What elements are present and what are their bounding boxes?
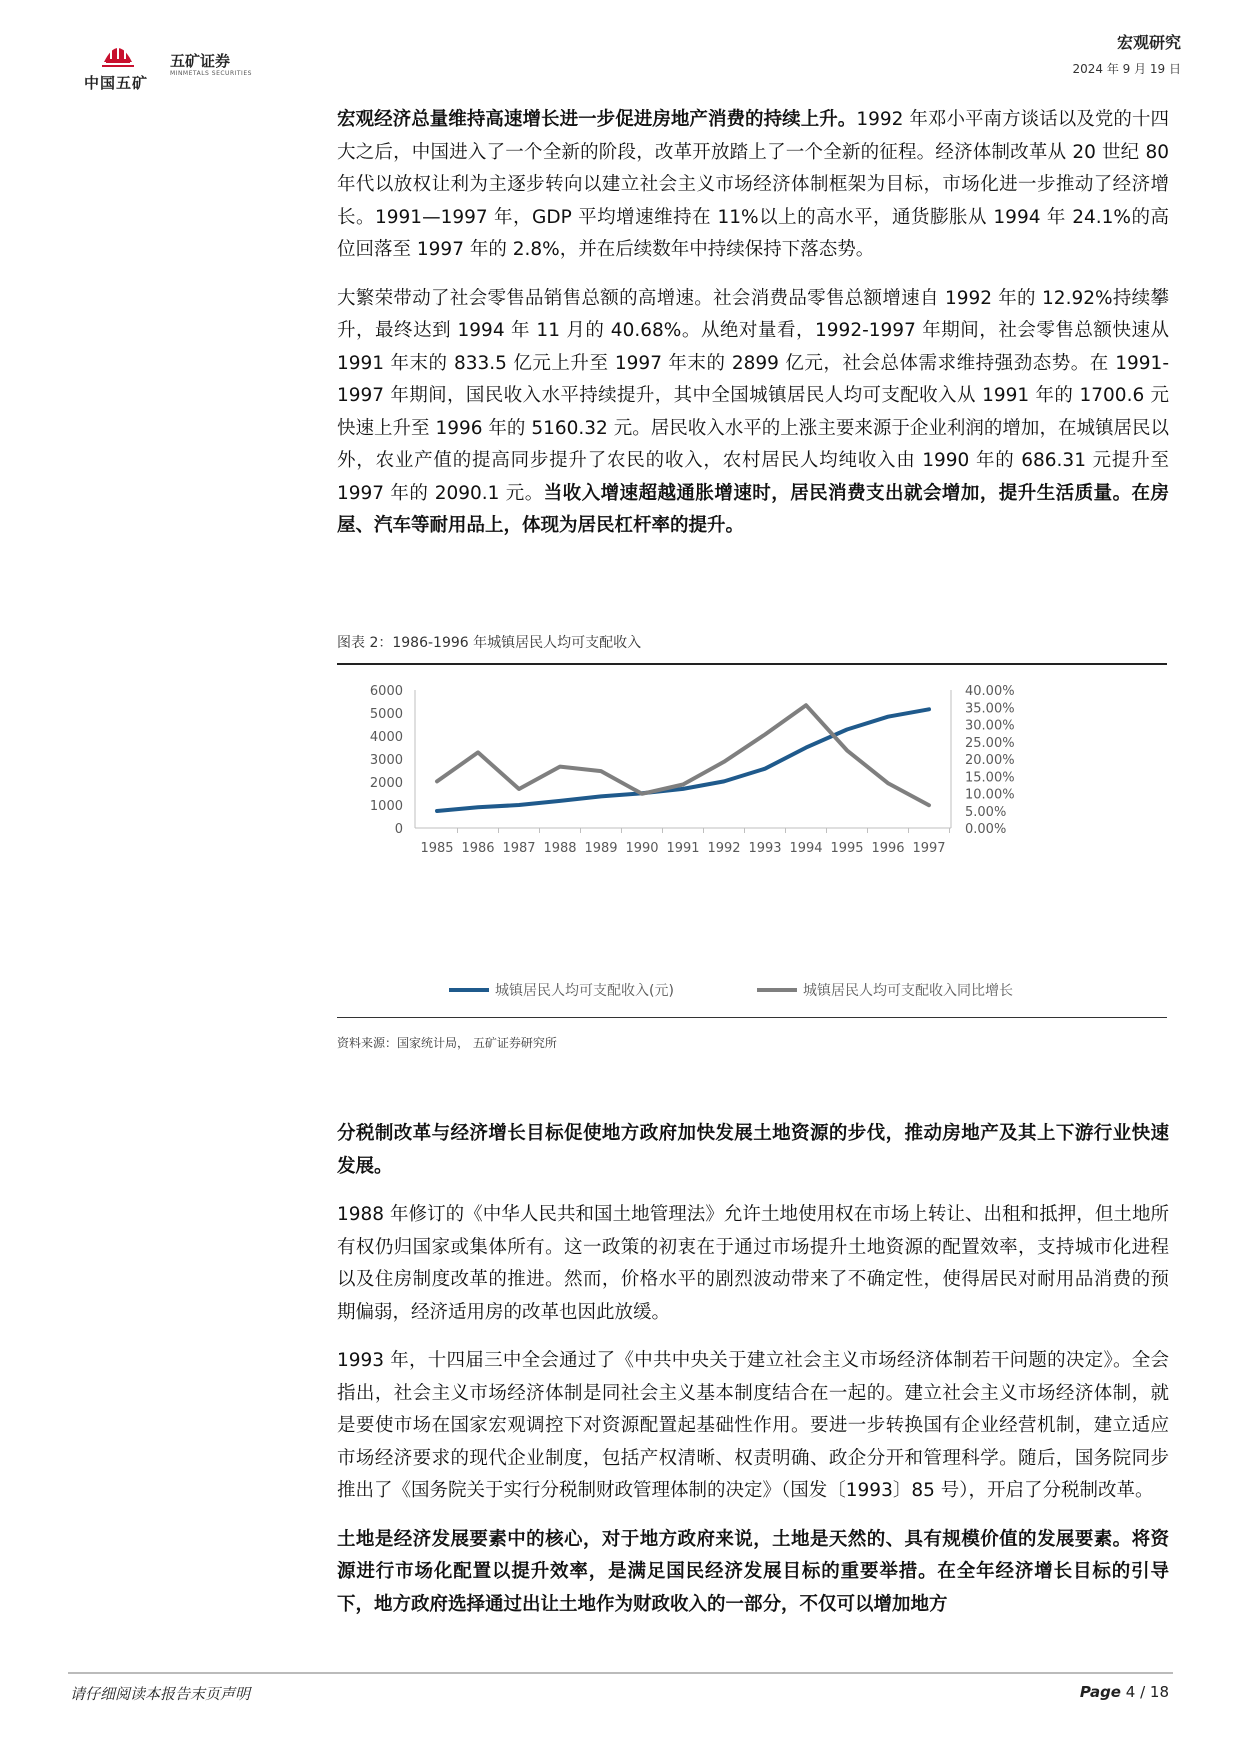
page-number [1080,1683,1169,1701]
paragraph-1993-plenum: 1993 年，十四届三中全会通过了《中共中央关于建立社会主义市场经济体制若干问题的决定》。全会指出，社会主义市场经济体制是同社会主义基本制度结合在一起的。建立社会主义市场经济体制，就是要使市场在国家宏观调控下对资源配置起基础性作用。要进一步转换国有企业经营机制，建立适应市场经济要求的现代企业制度，包括产权清晰、权责明确、政企分开和管理科学。随后，国务院同步推出了《国务院关于实行分税制财政管理体制的决定》（国发〔1993〕85 号），开启了分税制改革。 [337,1350,1169,1501]
heading-bold: 分税制改革与经济增长目标促使地方政府加快发展土地资源的步伐，推动房地产及其上下游行业快速发展。 [337,1123,1169,1177]
y-left-tick-label: 5000 [369,707,403,722]
x-tick-label: 1990 [625,841,659,856]
y-right-tick-label: 25.00% [965,735,1015,751]
y-right-tick-label: 40.00% [965,684,1015,699]
figure-bottom-rule [337,1017,1167,1018]
paragraph-bold: 土地是经济发展要素中的核心，对于地方政府来说，土地是天然的、具有规模价值的发展要素。将资源进行市场化配置以提升效率，是满足国民经济发展目标的重要举措。在全年经济增长目标的引导下，地方政府选择通过出让土地作为财政收入的一部分，不仅可以增加地方 [337,1528,1169,1615]
x-tick-label: 1997 [912,841,946,856]
footer-disclaimer: 请仔细阅读本报告末页声明 [70,1685,251,1703]
x-tick-label: 1989 [584,841,618,856]
y-left-tick-label: 0 [394,822,403,837]
y-right-tick-label: 35.00% [965,701,1015,717]
y-right-tick-label: 0.00% [965,822,1007,837]
paragraph-land-law: 1988 年修订的《中华人民共和国土地管理法》允许土地使用权在市场上转让、出租和抵押，但土地所有权仍归国家或集体所有。这一政策的初衷在于通过市场提升土地资源的配置效率，支持城市化进程以及住房制度改革的推进。然而，价格水平的剧烈波动带来了不确定性，使得居民对耐用品消费的预期偏弱，经济适用房的改革也因此放缓。 [337,1204,1169,1323]
income-line-chart [337,668,1167,1008]
paragraph-land-core [337,1524,1169,1622]
x-tick-label: 1995 [830,841,864,856]
x-tick-label: 1994 [789,841,823,856]
body-section-2 [337,1118,1169,1637]
figure-source: 资料来源：国家统计局， 五矿证券研究所 [337,1036,557,1050]
y-right-tick-label: 10.00% [965,787,1015,803]
figure-top-rule [337,663,1167,665]
x-tick-label: 1993 [748,841,782,856]
y-left-tick-label: 1000 [369,799,403,814]
y-right-tick-label: 15.00% [965,770,1015,786]
paragraph-retail-sales [337,283,1169,543]
y-right-tick-label: 30.00% [965,718,1015,734]
page-header [0,0,1241,100]
paragraph-text: 大繁荣带动了社会零售品销售总额的高增速。社会消费品零售总额增速自 1992 年的 12.92%持续攀升，最终达到 1994 年 11 月的 40.68%。从绝对量看，1992-1997 年期间，社会零售总额快速从 1991 年末的 833.5 亿元上升至 1997 年末的 2899 亿元，社会总体需求维持强劲态势。在 1991-1997 年期间，国民收入水平持续提升，其中全国城镇居民人均可支配收入从 1991 年的 1700.6 元快速上升至 1996 年的 5160.32 元。居民收入水平的上涨主要来源于企业利润的增加，在城镇居民以外，农业产值的提高同步提升了农民的收入，农村居民人均纯收入由 1990 年的 686.31 元提升至 1997 年的 2090.1 元。 [337,287,1169,504]
y-left-tick-label: 4000 [369,730,403,745]
paragraph-lead-bold: 宏观经济总量维持高速增长进一步促进房地产消费的持续上升。 [337,109,857,130]
body-section-1 [337,104,1169,559]
page-label: Page [1079,1683,1121,1701]
page-count: 4 / 18 [1125,1683,1169,1701]
y-left-tick-label: 6000 [369,684,403,699]
legend-label-1: 城镇居民人均可支配收入(元) [495,983,674,999]
report-category: 宏观研究 [1116,33,1181,52]
report-date: 2024 年 9 月 19 日 [1072,62,1181,76]
series-line-1 [437,709,929,811]
minmetals-emblem-icon [98,38,138,70]
footer-rule [68,1672,1173,1674]
y-right-tick-label: 20.00% [965,753,1015,768]
brand-name-en: MINMETALS SECURITIES [170,70,252,77]
brand-name: 五矿证券 [170,52,231,70]
y-right-tick-label: 5.00% [965,804,1007,820]
x-tick-label: 1988 [543,841,577,856]
paragraph-macro-growth [337,104,1169,267]
section-heading-tax-reform [337,1118,1169,1183]
legend-label-2: 城镇居民人均可支配收入同比增长 [803,983,1013,999]
y-left-tick-label: 2000 [369,776,403,791]
paragraph-text: 1992 年邓小平南方谈话以及党的十四大之后，中国进入了一个全新的阶段，改革开放踏上了一个全新的征程。经济体制改革从 20 世纪 80 年代以放权让利为主逐步转向以建立社会主义市场经济体制框架为目标，市场化进一步推动了经济增长。1991—1997 年，GDP 平均增速维持在 11%以上的高水平，通货膨胀从 1994 年 24.1%的高位回落至 1997 年的 2.8%，并在后续数年中持续保持下落态势。 [337,109,1169,260]
x-tick-label: 1986 [461,841,495,856]
x-tick-label: 1985 [420,841,454,856]
x-tick-label: 1987 [502,841,536,856]
x-tick-label: 1991 [666,841,700,856]
y-left-tick-label: 3000 [369,753,403,768]
paragraph-conclusion-bold: 当收入增速超越通胀增速时，居民消费支出就会增加，提升生活质量。在房屋、汽车等耐用品上，体现为居民杠杆率的提升。 [337,482,1169,536]
x-tick-label: 1996 [871,841,905,856]
logo-text-cn: 中国五矿 [84,74,149,92]
figure-caption: 图表 2：1986-1996 年城镇居民人均可支配收入 [337,635,642,651]
x-tick-label: 1992 [707,841,741,856]
